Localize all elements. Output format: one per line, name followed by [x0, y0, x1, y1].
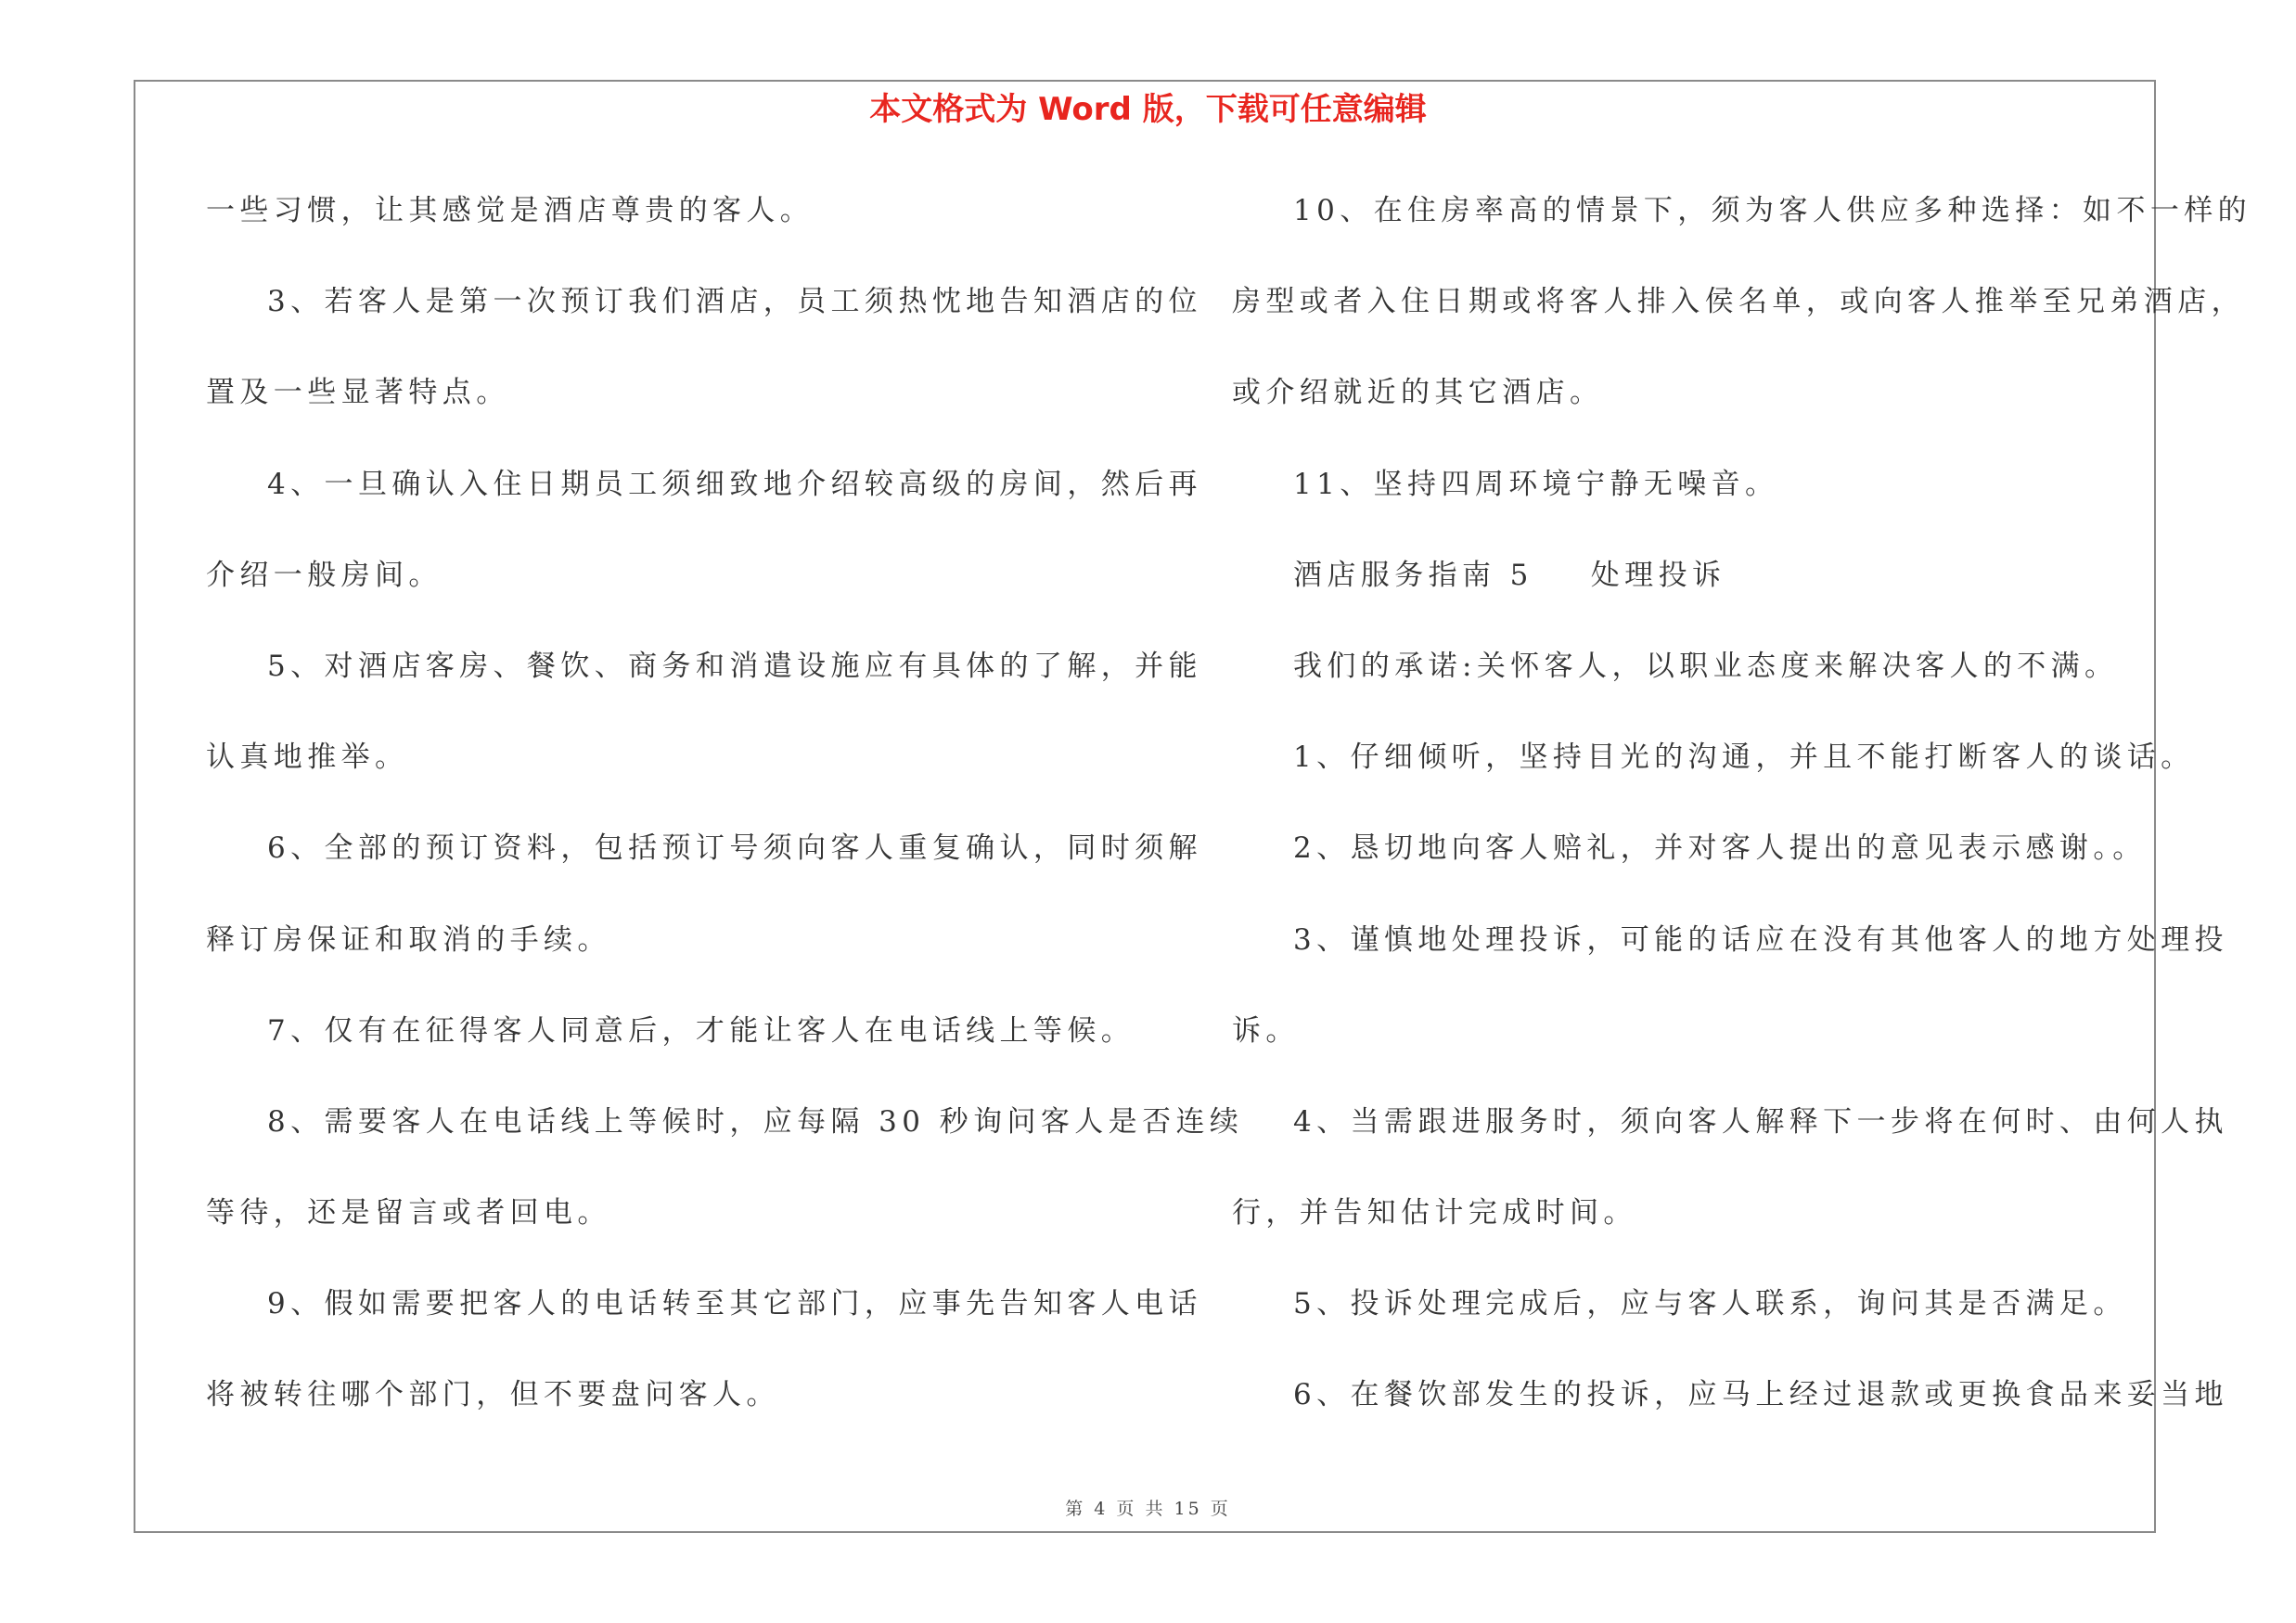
body-line: 一些习惯，让其感觉是酒店尊贵的客人。 [206, 194, 815, 227]
left-column [206, 188, 1244, 1464]
body-line: 2、恳切地向客人赔礼，并对客人提出的意见表示感谢。。 [1293, 831, 2147, 866]
body-line: 行，并告知估计完成时间。 [1232, 1196, 1637, 1230]
body-line: 11、坚持四周环境宁静无噪音。 [1293, 467, 1779, 501]
body-line: 我们的承诺:关怀客人，以职业态度来解决客人的不满。 [1293, 649, 2119, 683]
body-line: 认真地推举。 [206, 741, 409, 775]
body-line: 置及一些显著特点。 [206, 376, 510, 410]
body-line: 4、当需跟进服务时，须向客人解释下一步将在何时、由何人执 [1293, 1104, 2228, 1139]
body-line: 介绍一般房间。 [206, 558, 443, 592]
body-line: 6、在餐饮部发生的投诉，应马上经过退款或更换食品来妥当地 [1293, 1378, 2228, 1412]
right-column [1232, 188, 2252, 1464]
word-format-notice: 本文格式为 Word 版，下载可任意编辑 [869, 91, 1427, 128]
body-line: 释订房保证和取消的手续。 [206, 922, 611, 957]
body-line: 1、仔细倾听，坚持目光的沟通，并且不能打断客人的谈话。 [1293, 741, 2195, 775]
body-line: 5、对酒店客房、餐饮、商务和消遣设施应有具体的了解，并能 [267, 649, 1202, 683]
page-number: 第 4 页 共 15 页 [1065, 1499, 1231, 1519]
body-line: 3、谨慎地处理投诉，可能的话应在没有其他客人的地方处理投 [1293, 922, 2228, 957]
body-line: 或介绍就近的其它酒店。 [1232, 376, 1604, 410]
body-line: 将被转往哪个部门，但不要盘问客人。 [206, 1378, 780, 1412]
body-line: 10、在住房率高的情景下，须为客人供应多种选择：如不一样的 [1293, 194, 2252, 227]
body-line: 6、全部的预订资料，包括预订号须向客人重复确认，同时须解 [267, 831, 1202, 866]
body-line: 7、仅有在征得客人同意后，才能让客人在电话线上等候。 [267, 1013, 1135, 1048]
body-line: 5、投诉处理完成后，应与客人联系，询问其是否满足。 [1293, 1287, 2127, 1321]
body-line: 8、需要客人在电话线上等候时，应每隔 30 秒询问客人是否连续 [267, 1104, 1244, 1139]
body-line: 9、假如需要把客人的电话转至其它部门，应事先告知客人电话 [267, 1287, 1202, 1321]
section-heading-subtitle: 处理投诉 [1590, 558, 1726, 592]
body-line: 4、一旦确认入住日期员工须细致地介绍较高级的房间，然后再 [267, 467, 1202, 501]
section-heading-title: 酒店服务指南 5 [1293, 558, 1533, 592]
body-line: 3、若客人是第一次预订我们酒店，员工须热忱地告知酒店的位 [267, 285, 1202, 319]
section-heading [1232, 553, 2150, 644]
body-line: 诉。 [1232, 1013, 1300, 1048]
body-line: 等待，还是留言或者回电。 [206, 1196, 611, 1230]
body-line: 房型或者入住日期或将客人排入侯名单，或向客人推举至兄弟酒店， [1232, 285, 2245, 319]
